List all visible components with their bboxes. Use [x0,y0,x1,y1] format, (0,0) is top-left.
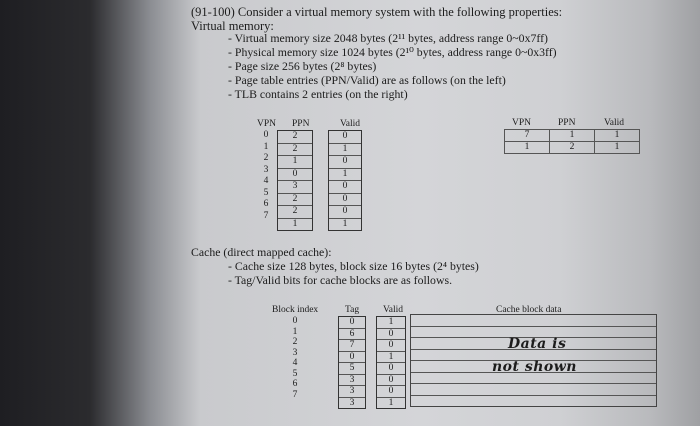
tag-cell: 7 [339,340,365,352]
vpn-cell: 0 [263,130,269,140]
valid-cell: 0 [329,131,361,144]
tag-cell: 3 [339,375,365,387]
index-cell: 7 [292,389,298,400]
vpn-cell: 1 [263,141,269,152]
cache-data-row [411,384,656,396]
cache-index-column [287,316,303,400]
vpn-cell: 2 [263,153,269,163]
valid-cell: 0 [329,206,361,219]
ppn-cell: 3 [278,181,312,194]
bullet-page-table-entries: - Page table entries (PPN/Valid) are as follows (on the left) [228,73,506,87]
ppn-cell: 2 [278,206,312,219]
vpn-cell: 5 [263,187,269,198]
tlb-cell: 1 [595,130,640,142]
index-cell: 2 [292,337,298,347]
data-not-shown-note-line1: Data is [508,336,567,352]
tag-cell: 3 [349,397,355,408]
cache-valid-column [376,316,406,409]
bullet-virtual-memory-size: - Virtual memory size 2048 bytes (2¹¹ bytes, address range 0~0x7ff) [228,31,548,45]
bullet-physical-memory-size: - Physical memory size 1024 bytes (2¹⁰ bytes, address range 0~0x3ff) [228,45,557,59]
cache-data-row [411,396,656,407]
ppn-cell: 2 [278,194,312,207]
tag-cell: 0 [339,317,365,329]
tag-cell: 0 [339,352,365,364]
valid-cell: 1 [329,169,361,182]
valid-cell: 0 [329,156,361,169]
page-table-ppn-column [277,130,313,231]
cache-valid-cell: 0 [377,375,405,387]
tag-cell: 3 [339,386,365,398]
page-table-vpn-column [258,130,274,222]
problem-heading: (91-100) Consider a virtual memory system with the following properties: [191,5,563,19]
tlb-header-ppn: PPN [558,118,576,128]
cache-data-row [411,315,656,327]
index-cell: 5 [292,368,298,379]
cache-valid-cell: 1 [377,317,405,329]
index-cell: 6 [292,379,298,389]
tlb-table [504,129,640,154]
tlb-cell: 1 [505,142,550,154]
index-cell: 1 [292,326,298,337]
index-cell: 0 [292,316,298,326]
bullet-tlb-entries: - TLB contains 2 entries (on the right) [228,87,408,101]
tlb-row [505,142,640,154]
cache-valid-cell: 0 [377,329,405,341]
valid-cell: 1 [329,144,361,157]
page-table-valid-column [328,130,362,231]
cache-valid-cell: 1 [377,352,405,364]
virtual-memory-subheading: Virtual memory: [191,19,274,33]
ppn-cell: 1 [292,218,298,229]
cache-header-block-data: Cache block data [496,305,562,315]
cache-tag-column [338,316,366,409]
valid-cell: 0 [329,181,361,194]
cache-valid-cell: 1 [388,397,394,408]
cache-header-valid: Valid [383,305,404,315]
page-table-header-valid: Valid [340,119,361,129]
cache-valid-cell: 0 [377,340,405,352]
tlb-row [505,130,640,142]
tlb-cell: 1 [595,142,640,154]
ppn-cell: 1 [278,156,312,169]
tlb-cell: 7 [505,130,550,142]
tlb-cell: 2 [550,142,595,154]
vpn-cell: 7 [263,210,269,221]
bullet-cache-size: - Cache size 128 bytes, block size 16 bytes (2⁴ bytes) [228,259,479,273]
bullet-page-size: - Page size 256 bytes (2⁸ bytes) [228,59,377,73]
cache-valid-cell: 0 [377,386,405,398]
data-not-shown-note-line2: not shown [492,359,577,375]
cache-header-block-index: Block index [272,305,319,315]
tlb-cell: 1 [550,130,595,142]
tag-cell: 5 [339,363,365,375]
ppn-cell: 2 [278,131,312,144]
ppn-cell: 0 [278,169,312,182]
tlb-header-vpn: VPN [512,118,532,128]
ppn-cell: 2 [278,144,312,157]
index-cell: 3 [292,347,298,358]
vpn-cell: 4 [263,176,269,186]
cache-header-tag: Tag [345,305,360,315]
index-cell: 4 [292,358,298,368]
tlb-header-valid: Valid [604,118,625,128]
bullet-tag-valid: - Tag/Valid bits for cache blocks are as follows. [228,273,453,287]
page-table-header-ppn: PPN [292,119,310,129]
tag-cell: 6 [339,329,365,341]
valid-cell: 1 [342,218,348,229]
valid-cell: 0 [329,194,361,207]
cache-valid-cell: 0 [377,363,405,375]
vpn-cell: 3 [263,164,269,175]
cache-heading: Cache (direct mapped cache): [191,245,332,259]
vpn-cell: 6 [263,199,269,209]
page-table-header-vpn: VPN [257,119,277,129]
